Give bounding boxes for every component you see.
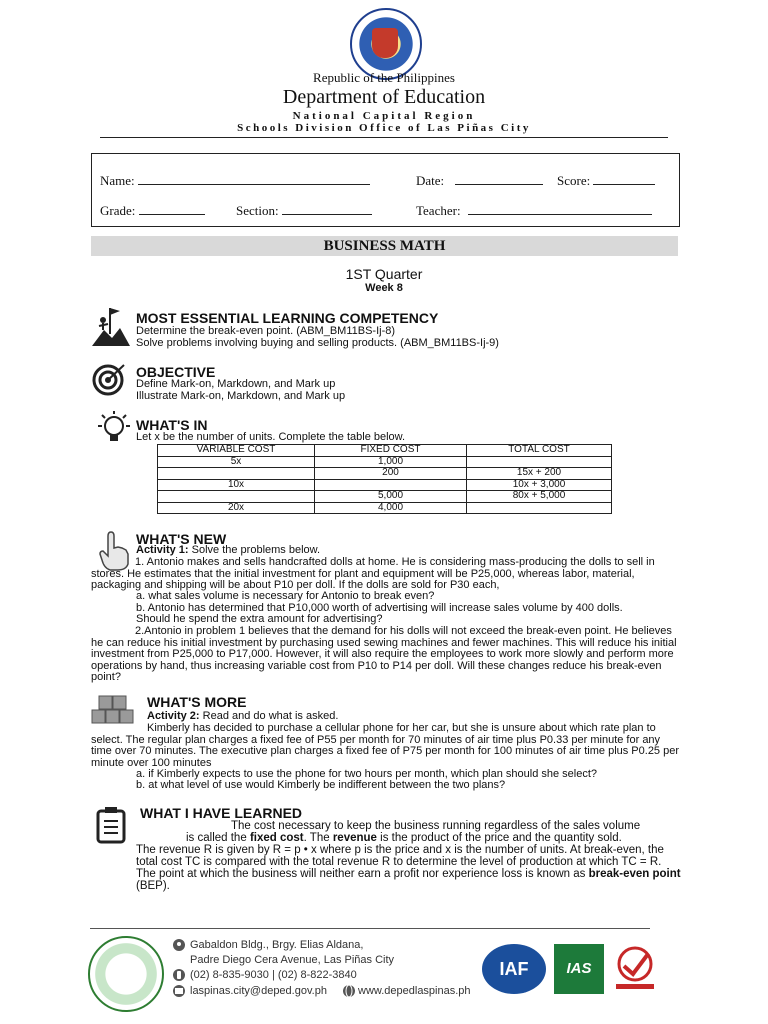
section-field[interactable] (282, 202, 372, 215)
activity-1-instruction: Solve the problems below. (188, 544, 321, 556)
iaf-logo: IAF (482, 944, 546, 994)
melc-title: MOST ESSENTIAL LEARNING COMPETENCY (136, 310, 439, 326)
table-header: FIXED COST (315, 445, 467, 457)
name-field[interactable] (138, 172, 370, 185)
activity-1-label: Activity 1: (136, 544, 189, 556)
melc-line-1: Determine the break-even point. (ABM_BM11BS-Ij-8) (136, 325, 396, 337)
learned-paragraph (91, 820, 681, 892)
table-cell: 10x (158, 479, 315, 491)
certification-logo (612, 944, 658, 994)
table-cell: 20x (158, 502, 315, 514)
quarter-label: 1ST Quarter (345, 266, 423, 282)
table-row (158, 479, 612, 491)
department-title: Department of Education (282, 86, 486, 108)
learned-sentence-3: The revenue R is given by R = p • x where p is the price and x is the number of units. At break-even, the total cost TC is compared with the total revenue R to determine the level of production at which TC = R. The point at which the business will neither earn a profit nor experience loss is known as break-even point (BEP). (136, 844, 681, 892)
table-cell (158, 491, 315, 503)
objective-title: OBJECTIVE (136, 364, 216, 380)
table-cell: 200 (315, 468, 467, 480)
teacher-field[interactable] (468, 202, 652, 215)
phone-numbers: (02) 8-835-9030 | (02) 8-822-3840 (190, 969, 357, 981)
table-cell: 15x + 200 (467, 468, 612, 480)
student-info-box (91, 153, 680, 227)
table-row (158, 456, 612, 468)
objective-line-1: Define Mark-on, Markdown, and Mark up (136, 378, 336, 390)
problem-1-text: 1. Antonio makes and sells handcrafted dolls at home. He is considering mass-producing the dolls to sell in stores. He estimates that the initial investment for plant and equipment will be P25,000, whereas labor, material, packaging and shipping will be about P10 per doll. If the dolls are sold for P30 each, (91, 556, 655, 592)
melc-line-2: Solve problems involving buying and selling products. (ABM_BM11BS-Ij-9) (136, 337, 499, 349)
target-icon (92, 362, 126, 396)
problem-1a: a. what sales volume is necessary for Antonio to break even? (136, 590, 435, 602)
kimberly-problem-text: Kimberly has decided to purchase a cellular phone for her car, but she is unsure about which rate plan to select. The regular plan charges a fixed fee of P55 per month for 70 minutes of air time plus P0.33 per minute for any time over 70 minutes. The executive plan charges a fixed fee of P75 per month for 100 minutes of air time plus P0.25 per minute over 100 minutes (91, 722, 680, 769)
footer-divider (90, 928, 650, 929)
score-label: Score: (557, 173, 591, 188)
division-line: Schools Division Office of Las Piñas City (237, 122, 531, 134)
republic-line: Republic of the Philippines (313, 70, 455, 85)
whats-more-title: WHAT'S MORE (147, 694, 247, 710)
email-icon (172, 984, 186, 998)
grade-label: Grade: (100, 203, 136, 218)
cost-table (157, 444, 612, 514)
table-cell (315, 479, 467, 491)
subject-banner: BUSINESS MATH (91, 236, 678, 256)
table-cell: 5,000 (315, 491, 467, 503)
table-header-row (158, 445, 612, 457)
table-cell: 10x + 3,000 (467, 479, 612, 491)
ias-logo: IAS (554, 944, 604, 994)
table-cell: 1,000 (315, 456, 467, 468)
location-icon (172, 938, 186, 952)
table-row (158, 468, 612, 480)
globe-icon (342, 984, 356, 998)
whats-in-title: WHAT'S IN (136, 417, 208, 433)
las-pinas-division-logo (88, 936, 164, 1012)
table-header: TOTAL COST (467, 445, 612, 457)
week-label: Week 8 (365, 282, 403, 294)
date-field[interactable] (455, 172, 543, 185)
header-divider (100, 137, 668, 138)
address-line-2: Padre Diego Cera Avenue, Las Piñas City (190, 954, 395, 966)
grade-field[interactable] (139, 202, 205, 215)
table-cell: 80x + 5,000 (467, 491, 612, 503)
teacher-label: Teacher: (416, 203, 461, 218)
revenue-term: revenue (332, 832, 377, 844)
section-label: Section: (236, 203, 279, 218)
activity-2-line (147, 711, 338, 723)
table-row (158, 491, 612, 503)
score-field[interactable] (593, 172, 655, 185)
activity-2-label: Activity 2: (147, 710, 200, 722)
whats-in-intro: Let x be the number of units. Complete the table below. (136, 431, 406, 443)
objective-line-2: Illustrate Mark-on, Markdown, and Mark up (136, 390, 346, 402)
region-line: National Capital Region (292, 110, 476, 122)
website-link[interactable]: www.depedlaspinas.ph (358, 985, 471, 997)
date-label: Date: (416, 173, 445, 188)
activity-1-line (136, 545, 320, 557)
problem-1b-question: Should he spend the extra amount for advertising? (136, 613, 383, 625)
learned-sentence-1: The cost necessary to keep the business running regardless of the sales volume (231, 820, 641, 832)
learned-sentence-2: is called the fixed cost. The revenue is the product of the price and the quantity sold. (186, 832, 622, 844)
problem-1b: b. Antonio has determined that P10,000 worth of advertising will increase sales volume by 400 dolls. (136, 602, 623, 614)
flag-climber-icon (90, 304, 132, 348)
table-cell: 4,000 (315, 502, 467, 514)
phone-icon (172, 968, 186, 982)
table-header: VARIABLE COST (158, 445, 315, 457)
activity-2-instruction: Read and do what is asked. (199, 710, 339, 722)
kimberly-question-b: b. at what level of use would Kimberly be indifferent between the two plans? (136, 779, 506, 791)
name-label: Name: (100, 173, 135, 188)
table-cell (467, 456, 612, 468)
table-cell (467, 502, 612, 514)
lightbulb-icon (96, 410, 132, 448)
learned-title: WHAT I HAVE LEARNED (140, 805, 303, 821)
kimberly-question-a: a. if Kimberly expects to use the phone for two hours per month, which plan should she select? (136, 768, 598, 780)
address-line-1: Gabaldon Bldg., Brgy. Elias Aldana, (190, 939, 364, 951)
email-address[interactable]: laspinas.city@deped.gov.ph (190, 985, 327, 997)
whats-new-title: WHAT'S NEW (136, 531, 227, 547)
table-row (158, 502, 612, 514)
table-cell (158, 468, 315, 480)
table-cell: 5x (158, 456, 315, 468)
problem-2-text: 2.Antonio in problem 1 believes that the demand for his dolls will not exceed the break-even point. He believes he can reduce his initial investment by purchasing used sewing machines and fewer machines. This will reduce his initial investment from P25,000 to P17,000. However, it will also require the employees to work more slowly and perform more operations by hand, thus increasing variable cost from P10 to P14 per doll. Will these changes reduce his break-even point? (91, 625, 677, 684)
bep-term: break-even point (588, 868, 681, 880)
fixed-cost-term: fixed cost (249, 832, 304, 844)
